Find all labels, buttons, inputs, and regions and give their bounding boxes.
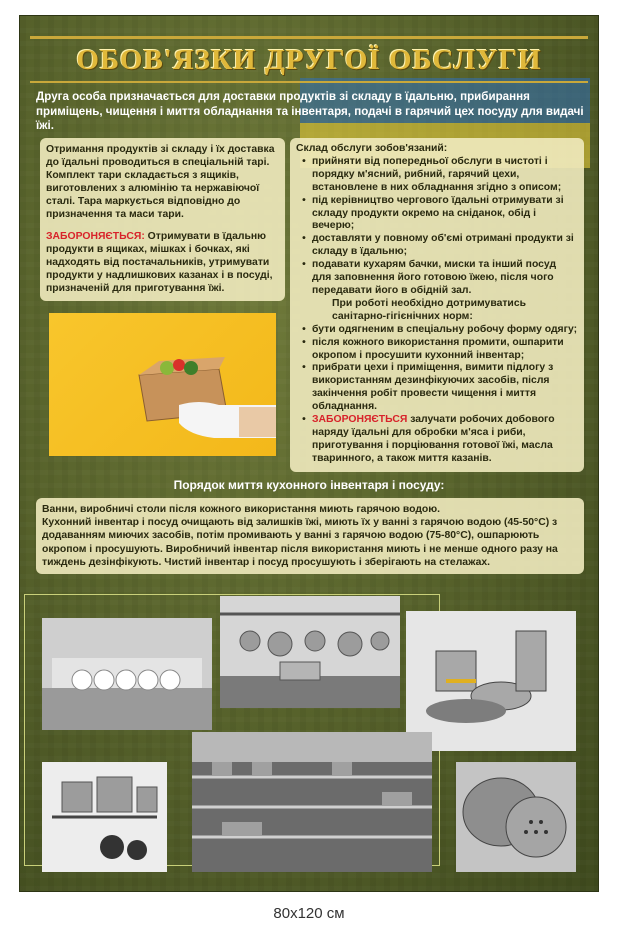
intro-text: Друга особа призначається для доставки продуктів зі складу в їдальню, прибирання приміщень, чищення і миття обладнання та інвентаря, подачі в гарячий цех посуду для видачі їжі. [36,90,584,132]
product-delivery-photo [49,313,276,456]
washing-order-subtitle: Порядок миття кухонного інвентаря і посуду: [173,478,445,492]
bottom-text-panel [36,498,584,574]
left-panel-paragraph: Отримання продуктів зі складу і їх доставка до їдальні проводиться в спеціальній тарі. Комплект тари складається з ящиків, виготовлених з алюмінію та нержавіючої сталі. Тара маркується відповідно до призначення та маси тари. [46,144,275,220]
left-text-panel [40,138,285,301]
pots-and-utensils-photo [42,762,167,872]
title-bar [30,36,588,83]
forbid-item: • ЗАБОРОНЯЄТЬСЯ залучати робочих добового наряду їдальні для обробки м'яса і риби, приготування і порціювання готової їжі, масла тваринного, а також миття казанів. [302,414,555,464]
forbid-label: ЗАБОРОНЯЄТЬСЯ: [46,231,145,243]
colanders-photo [456,762,576,872]
norm-item: • бути одягненим в спеціальну робочу форму одягу; [302,323,578,335]
forbid-text: Отримувати в їдальню продукти в ящиках, мішках і бочках, які надходять від постачальників, утримувати продукти у надлишкових казанах і в посуді, призначеній для приготування їжі. [46,231,273,295]
duty-item: • доставляти у повному об'ємі отримані продукти зі складу в їдальню; [302,233,574,258]
bottom-line-2: Кухонний інвентар і посуд очищають від залишків їжі, миють їх у ванні з гарячою водою (45-50°C) з додаванням миючих засобів, потім промивають у ванні з гарячою водою (75-80°C), ошпарюють окропом і просушують. Виробничий інвентар після використання миють і не менше одного разу на тиждень дезінфікують. Чистий інвентар і посуд просушують і зберігають на стелажах. [42,517,558,568]
duty-item: • подавати кухарям бачки, миски та інший посуд для заповнення його готовою їжею, після чого передавати його в обідній зал. [302,259,557,296]
duty-item: • прийняти від попередньої обслуги в чистоті і порядку м'ясний, рибний, гарячий цехи, встановлене в них обладнання згідно з описом; [302,155,562,193]
right-panel-heading: Склад обслуги зобов'язаний: [296,143,448,154]
stainless-cookware-photo [406,611,576,751]
duty-item: • під керівництво чергового їдальні отримувати зі складу продукти окремо на сніданок, обід і вечерю; [302,194,564,232]
left-panel-forbid [46,231,281,296]
norm-item: • прибрати цехи і приміщення, вимити підлогу з використанням дезинфікуючих засобів, після закінчення робіт провести чищення і миття обладнання. [302,362,554,413]
norm-item: • після кожного використання промити, ошпарити окропом і просушити кухонний інвентар; [302,336,564,361]
kitchen-shelves-photo [192,732,432,872]
norms-intro: При роботі необхідно дотримуватись санітарно-гігієнічних норм: [332,297,526,322]
right-text-panel [290,138,584,472]
hanging-pots-photo [220,596,400,708]
dishwashing-rack-photo [42,618,212,730]
size-caption: 80x120 см [273,905,345,922]
poster [20,16,598,891]
poster-title: ОБОВ'ЯЗКИ ДРУГОЇ ОБСЛУГИ [76,43,542,76]
bottom-line-1: Ванни, виробничі столи після кожного використання миють гарячою водою. [42,504,441,515]
